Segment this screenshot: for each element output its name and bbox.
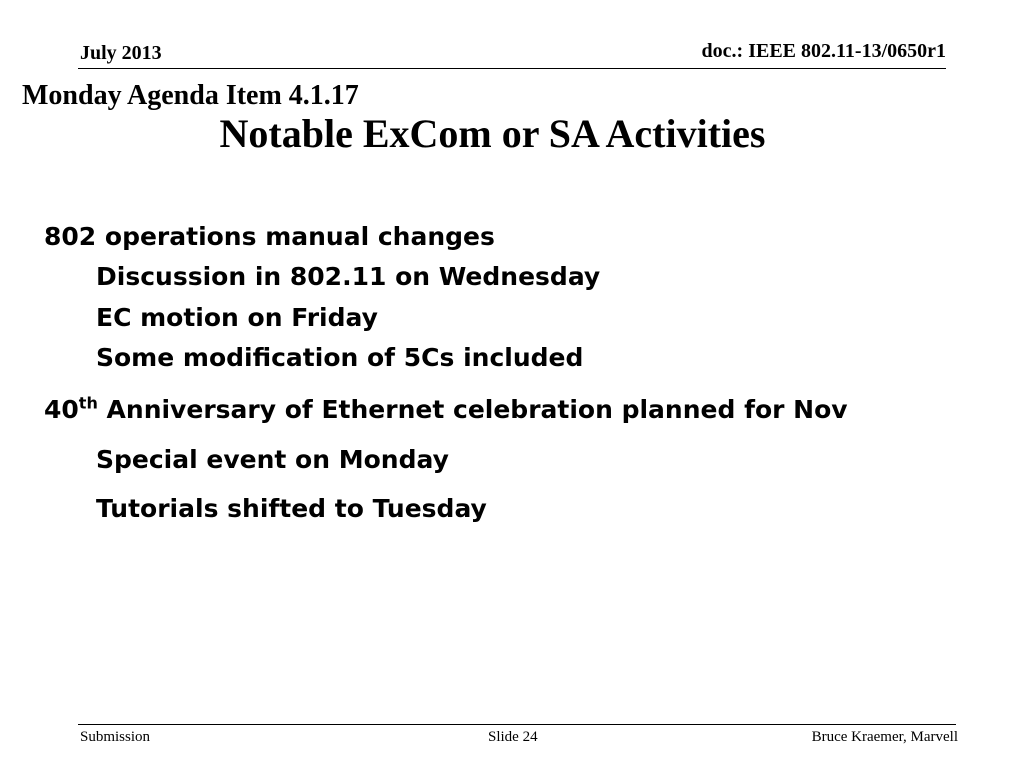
sub-bullet-text: Discussion in 802.11 on Wednesday <box>96 262 601 291</box>
sub-bullet-item <box>96 262 600 291</box>
bullet-text: 802 operations manual changes <box>44 222 495 251</box>
sub-bullet-item <box>96 494 487 523</box>
bullet-item <box>44 222 495 251</box>
bullet-item <box>44 395 848 424</box>
sub-bullet-text: Special event on Monday <box>96 445 449 474</box>
sub-bullet-text: Tutorials shifted to Tuesday <box>96 494 487 523</box>
bullet-text: Anniversary of Ethernet celebration planned for Nov <box>97 395 848 424</box>
footer-slide-number: Slide 24 <box>488 729 538 745</box>
slide-title: Notable ExCom or SA Activities <box>219 111 766 156</box>
footer-author: Bruce Kraemer, Marvell <box>811 729 958 745</box>
bullet-prefix: 40 <box>44 395 79 424</box>
sub-bullet-item <box>96 303 378 332</box>
sub-bullet-text: EC motion on Friday <box>96 303 378 332</box>
sub-bullet-item <box>96 343 583 372</box>
header-divider <box>78 68 946 69</box>
header-date: July 2013 <box>80 42 162 64</box>
agenda-item-heading: Monday Agenda Item 4.1.17 <box>22 80 359 111</box>
header-doc-id: doc.: IEEE 802.11-13/0650r1 <box>701 40 946 62</box>
bullet-superscript: th <box>78 393 98 413</box>
sub-bullet-item <box>96 445 449 474</box>
footer-submission: Submission <box>80 729 151 745</box>
footer-divider <box>78 724 956 725</box>
sub-bullet-text: Some modification of 5Cs included <box>96 343 584 372</box>
